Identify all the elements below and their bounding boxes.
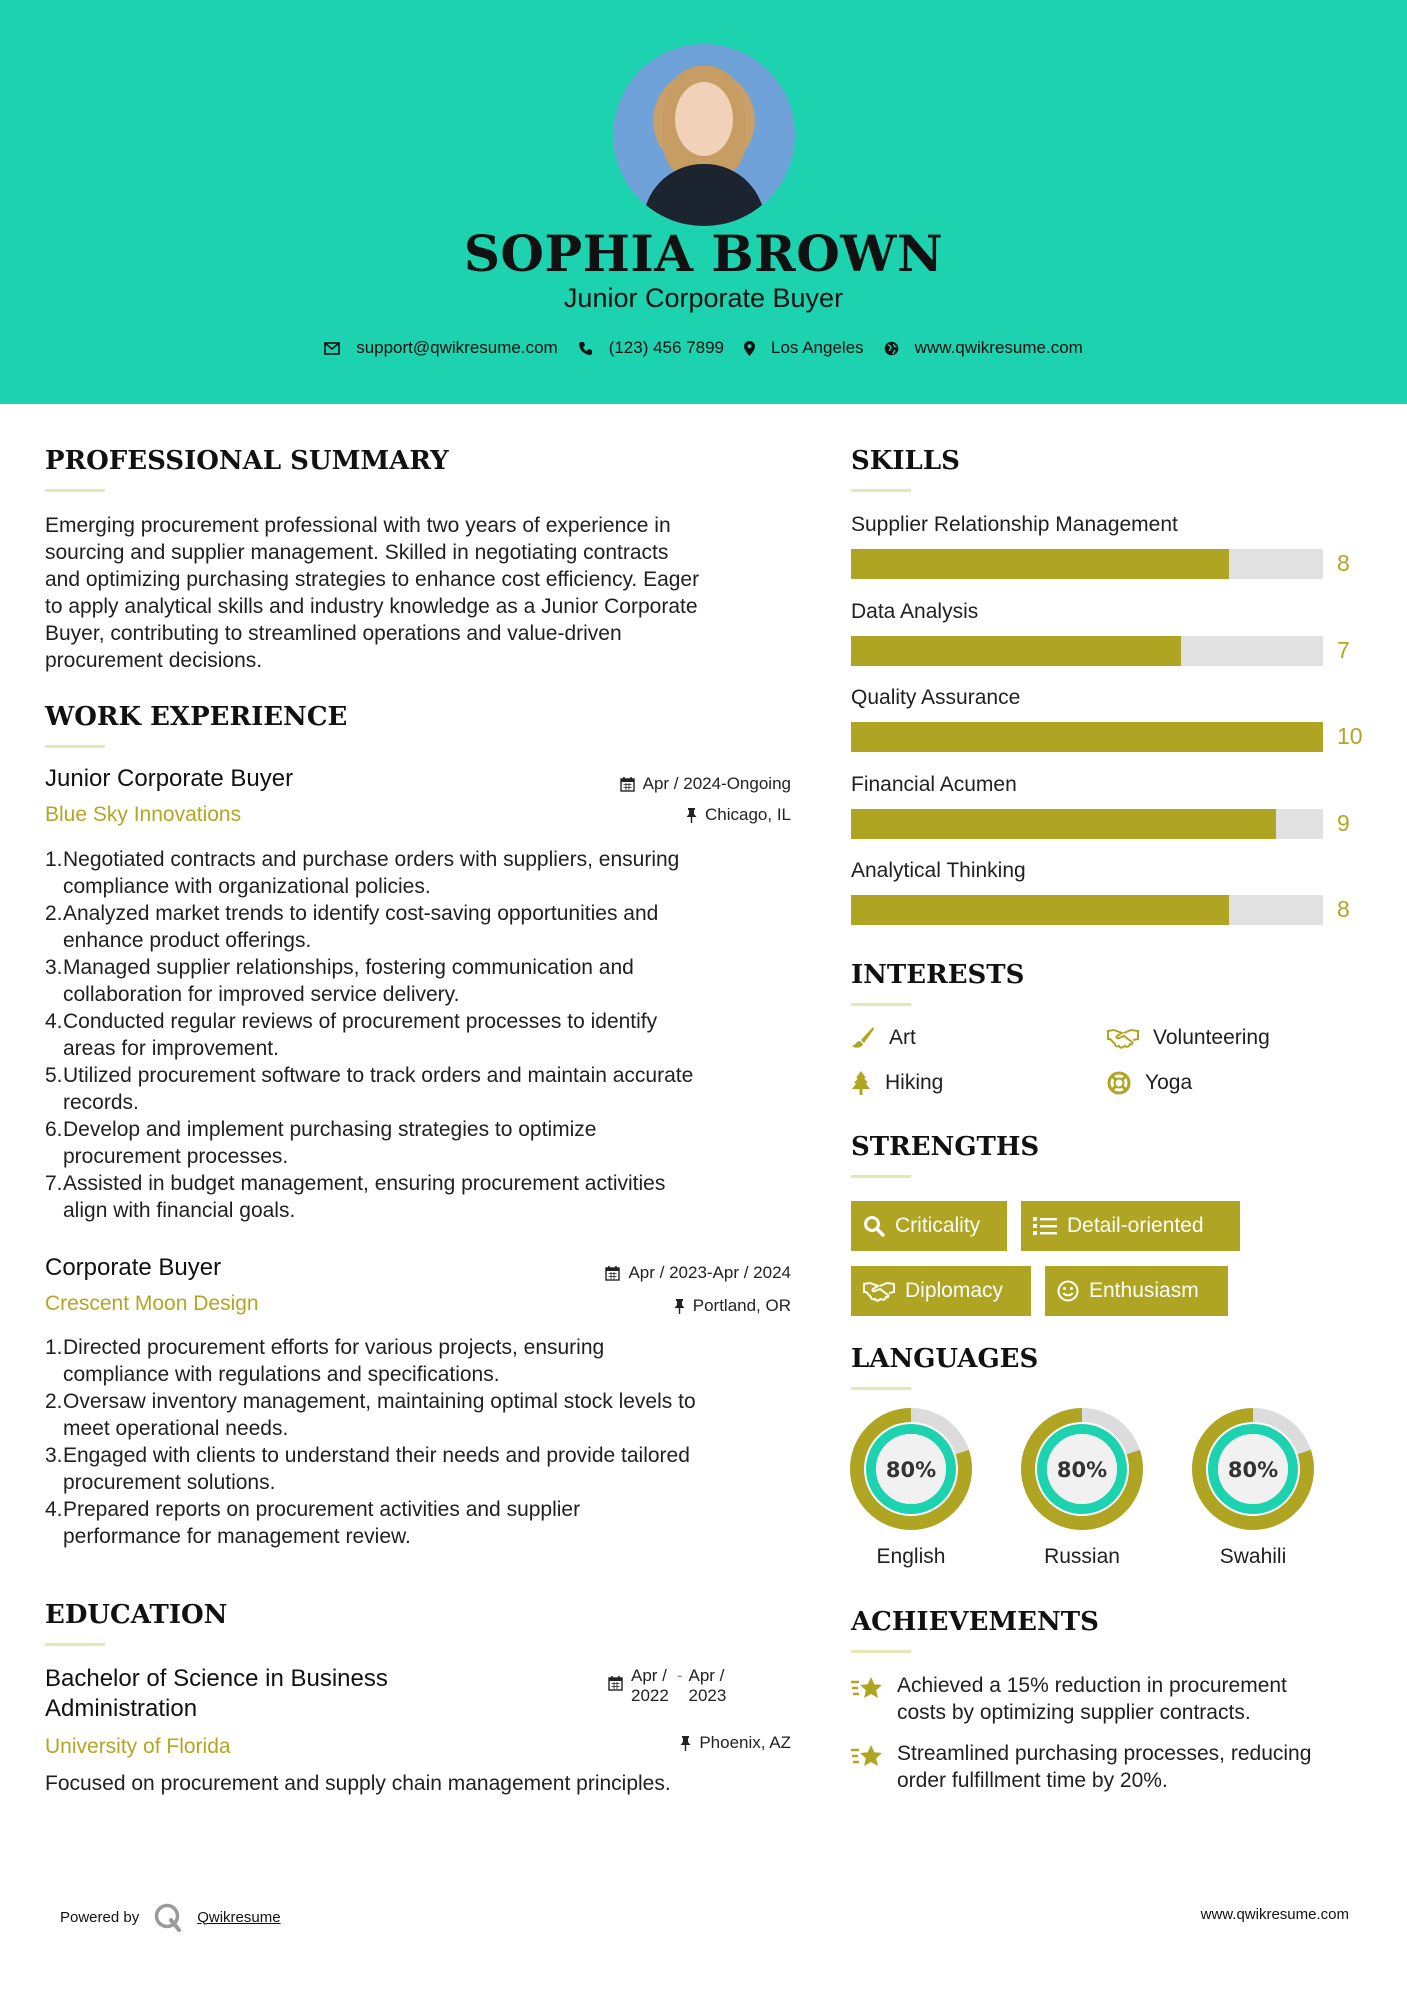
bullet-line: align with financial goals. xyxy=(63,1199,296,1222)
skill-score: 8 xyxy=(1337,896,1350,922)
bullet-line: procurement processes. xyxy=(63,1145,289,1168)
contact-website[interactable] xyxy=(884,338,1083,358)
strengths-title: STRENGTHS xyxy=(851,1132,1040,1162)
skill-bar-track xyxy=(851,895,1323,925)
bullet-line: Managed supplier relationships, fostering communication and xyxy=(63,956,634,979)
summary-line: to apply analytical skills and industry knowledge as a Junior Corporate xyxy=(45,595,698,618)
resume-header xyxy=(0,0,1407,404)
footer-powered-by xyxy=(60,1902,281,1932)
education-description: Focused on procurement and supply chain management principles. xyxy=(45,1772,671,1795)
achievements-title: ACHIEVEMENTS xyxy=(851,1607,1099,1637)
job-bullets xyxy=(45,1334,815,1550)
profile-photo xyxy=(613,44,795,226)
strength-tag-detail-oriented xyxy=(1021,1201,1240,1251)
job-dates-text: Apr / 2024-Ongoing xyxy=(642,774,791,793)
map-pin-icon xyxy=(744,341,755,356)
strength-label: Diplomacy xyxy=(905,1279,1004,1302)
education-dates xyxy=(608,1666,726,1706)
lifering-icon xyxy=(1107,1071,1131,1095)
education-degree xyxy=(45,1664,388,1724)
powered-by-text: Powered by xyxy=(60,1908,140,1926)
achievements-underline xyxy=(851,1650,911,1653)
contact-phone[interactable] xyxy=(578,338,724,358)
skill-bar-track xyxy=(851,809,1323,839)
candidate-role: Junior Corporate Buyer xyxy=(563,283,844,313)
list-icon xyxy=(1033,1216,1057,1236)
language-percent: 80% xyxy=(1056,1458,1108,1482)
interest-item-yoga xyxy=(1107,1071,1192,1095)
calendar-icon xyxy=(608,1676,623,1691)
envelope-icon xyxy=(324,342,340,355)
contact-bar xyxy=(0,338,1407,358)
list-item: 7. Assisted in budget management, ensuring procurement activities align with financial goals. xyxy=(63,1170,815,1224)
interest-item-art xyxy=(851,1026,916,1050)
education-underline xyxy=(45,1643,105,1646)
list-item: 5. Utilized procurement software to track orders and maintain accurate records. xyxy=(63,1062,815,1116)
achievement-text xyxy=(897,1740,1311,1794)
degree-line: Administration xyxy=(45,1695,198,1722)
summary-underline xyxy=(45,489,105,492)
bullet-line: performance for management review. xyxy=(63,1525,411,1548)
achievement-line: costs by optimizing supplier contracts. xyxy=(897,1701,1251,1724)
pushpin-icon xyxy=(674,1299,685,1314)
search-icon xyxy=(863,1215,885,1237)
bullet-line: Prepared reports on procurement activities and supplier xyxy=(63,1498,581,1521)
language-name: Swahili xyxy=(1219,1545,1287,1568)
achievement-line: Streamlined purchasing processes, reducing xyxy=(897,1742,1312,1765)
strength-label: Enthusiasm xyxy=(1089,1279,1199,1302)
language-name: Russian xyxy=(1044,1545,1120,1568)
list-item: 4. Conducted regular reviews of procurement processes to identify areas for improvement. xyxy=(63,1008,815,1062)
interest-item-volunteering xyxy=(1107,1026,1270,1050)
bullet-line: records. xyxy=(63,1091,139,1114)
list-item: 2. Analyzed market trends to identify cost-saving opportunities and enhance product offerings. xyxy=(63,900,815,954)
list-item: 2. Oversaw inventory management, maintaining optimal stock levels to meet operational needs. xyxy=(63,1388,815,1442)
job-location-text: Portland, OR xyxy=(692,1296,791,1315)
job-location-text: Chicago, IL xyxy=(705,805,791,824)
job-company: Crescent Moon Design xyxy=(45,1292,259,1315)
education-location xyxy=(680,1733,791,1753)
skill-label: Supplier Relationship Management xyxy=(851,513,1178,536)
footer-url[interactable]: www.qwikresume.com xyxy=(1200,1906,1349,1923)
language-name: English xyxy=(876,1545,946,1568)
star-ribbon-icon xyxy=(851,1744,883,1770)
list-item: 1. Negotiated contracts and purchase orders with suppliers, ensuring compliance with organizational policies. xyxy=(63,846,815,900)
summary-line: procurement decisions. xyxy=(45,649,263,672)
summary-text xyxy=(45,512,805,674)
interest-label: Yoga xyxy=(1145,1071,1193,1094)
skills-underline xyxy=(851,489,911,492)
summary-line: Buyer, contributing to streamlined operations and value-driven xyxy=(45,622,622,645)
date-part: Apr / xyxy=(688,1666,725,1685)
skill-label: Financial Acumen xyxy=(851,772,1017,796)
skill-label: Data Analysis xyxy=(851,599,979,623)
strengths-underline xyxy=(851,1175,911,1178)
interest-label: Art xyxy=(889,1026,916,1049)
bullet-line: procurement solutions. xyxy=(63,1471,276,1494)
skill-bar-fill xyxy=(851,636,1181,666)
interests-title: INTERESTS xyxy=(851,960,1025,990)
pushpin-icon xyxy=(686,808,697,823)
languages-underline xyxy=(851,1387,911,1390)
bullet-line: Utilized procurement software to track orders and maintain accurate xyxy=(63,1064,694,1087)
candidate-name: SOPHIA BROWN xyxy=(463,224,944,283)
strength-tag-diplomacy xyxy=(851,1266,1031,1316)
degree-line: Bachelor of Science in Business xyxy=(45,1665,388,1692)
language-progress-ring xyxy=(1020,1407,1144,1531)
handshake-icon xyxy=(863,1280,895,1302)
skill-bar-fill xyxy=(851,549,1229,579)
job-location xyxy=(686,805,791,825)
skill-bar-fill xyxy=(851,895,1229,925)
achievement-text xyxy=(897,1672,1287,1726)
bullet-line: compliance with organizational policies. xyxy=(63,875,431,898)
location-text: Los Angeles xyxy=(771,338,864,357)
interest-item-hiking xyxy=(851,1071,943,1095)
job-dates xyxy=(605,1263,791,1283)
achievement-line: Achieved a 15% reduction in procurement xyxy=(897,1674,1287,1697)
language-percent: 80% xyxy=(885,1458,937,1482)
email-text: support@qwikresume.com xyxy=(356,338,558,357)
skill-score: 9 xyxy=(1337,809,1350,836)
date-part: 2022 xyxy=(631,1686,669,1705)
bullet-line: meet operational needs. xyxy=(63,1417,289,1440)
summary-title: PROFESSIONAL SUMMARY xyxy=(45,446,449,476)
bullet-line: Develop and implement purchasing strategies to optimize xyxy=(63,1118,597,1141)
tree-icon xyxy=(851,1071,871,1095)
job-dates xyxy=(620,774,791,794)
strength-tag-criticality xyxy=(851,1201,1007,1251)
skills-title: SKILLS xyxy=(851,446,960,476)
language-ring xyxy=(1020,1407,1144,1536)
summary-line: Emerging procurement professional with two years of experience in xyxy=(45,514,671,537)
skill-score: 10 xyxy=(1337,723,1363,749)
bullet-line: compliance with regulations and specifications. xyxy=(63,1363,500,1386)
language-ring xyxy=(849,1407,973,1536)
smile-icon xyxy=(1057,1280,1079,1302)
education-end xyxy=(689,1666,727,1706)
job-title: Junior Corporate Buyer xyxy=(45,765,294,792)
list-item: 6. Develop and implement purchasing strategies to optimize procurement processes. xyxy=(63,1116,815,1170)
achievement-line: order fulfillment time by 20%. xyxy=(897,1769,1168,1792)
job-dates-text: Apr / 2023-Apr / 2024 xyxy=(628,1263,791,1282)
language-progress-ring xyxy=(849,1407,973,1531)
list-item: 3. Engaged with clients to understand their needs and provide tailored procurement solutions. xyxy=(63,1442,815,1496)
work-underline xyxy=(45,745,105,748)
job-bullets xyxy=(45,846,815,1224)
paintbrush-icon xyxy=(851,1026,875,1050)
star-ribbon-icon xyxy=(851,1676,883,1702)
summary-line: and optimizing purchasing strategies to enhance cost efficiency. Eager xyxy=(45,568,700,591)
bullet-line: Oversaw inventory management, maintaining optimal stock levels to xyxy=(63,1390,696,1413)
bullet-line: areas for improvement. xyxy=(63,1037,279,1060)
job-location xyxy=(674,1296,791,1316)
education-school: University of Florida xyxy=(45,1735,231,1758)
bullet-line: collaboration for improved service delivery. xyxy=(63,983,460,1006)
handshake-icon xyxy=(1107,1027,1139,1049)
strength-tag-enthusiasm xyxy=(1045,1266,1228,1316)
job-title: Corporate Buyer xyxy=(45,1254,222,1281)
bullet-line: Analyzed market trends to identify cost-saving opportunities and xyxy=(63,902,659,925)
language-ring xyxy=(1191,1407,1315,1536)
list-item: 4. Prepared reports on procurement activities and supplier performance for management review. xyxy=(63,1496,815,1550)
skill-score: 7 xyxy=(1337,636,1350,663)
contact-email[interactable] xyxy=(324,338,558,358)
bullet-line: enhance product offerings. xyxy=(63,929,312,952)
bullet-line: Negotiated contracts and purchase orders with suppliers, ensuring xyxy=(63,848,680,871)
globe-icon xyxy=(884,341,899,356)
bullet-line: Conducted regular reviews of procurement processes to identify xyxy=(63,1010,658,1033)
work-title: WORK EXPERIENCE xyxy=(45,702,348,732)
website-text: www.qwikresume.com xyxy=(914,338,1083,357)
calendar-icon xyxy=(620,777,635,792)
languages-title: LANGUAGES xyxy=(851,1344,1039,1374)
achievement-item xyxy=(851,1672,1287,1726)
achievement-item xyxy=(851,1740,1311,1794)
phone-icon xyxy=(578,341,593,356)
pushpin-icon xyxy=(680,1736,691,1751)
skill-bar-track xyxy=(851,636,1323,666)
qwikresume-logo-icon xyxy=(153,1902,183,1932)
education-location-text: Phoenix, AZ xyxy=(699,1733,791,1752)
contact-location xyxy=(744,338,864,358)
list-item: 3. Managed supplier relationships, fostering communication and collaboration for improved service delivery. xyxy=(63,954,815,1008)
language-progress-ring xyxy=(1191,1407,1315,1531)
calendar-icon xyxy=(605,1266,620,1281)
date-separator: - xyxy=(676,1666,683,1685)
phone-text: (123) 456 7899 xyxy=(608,338,725,357)
education-title: EDUCATION xyxy=(45,1600,228,1630)
interests-underline xyxy=(851,1003,911,1006)
skill-label: Analytical Thinking xyxy=(851,859,1026,882)
brand-link[interactable]: Qwikresume xyxy=(197,1908,281,1926)
skill-bar-fill xyxy=(851,722,1323,752)
language-percent: 80% xyxy=(1227,1458,1279,1482)
date-part: 2023 xyxy=(688,1686,727,1705)
skill-score: 8 xyxy=(1337,550,1350,576)
skill-bar-fill xyxy=(851,809,1276,839)
skill-bar-track xyxy=(851,722,1323,752)
interest-label: Volunteering xyxy=(1153,1026,1270,1049)
strength-label: Detail-oriented xyxy=(1067,1214,1204,1237)
bullet-line: Directed procurement efforts for various projects, ensuring xyxy=(63,1336,605,1359)
summary-line: sourcing and supplier management. Skilled in negotiating contracts xyxy=(45,541,669,564)
skill-bar-track xyxy=(851,549,1323,579)
strength-label: Criticality xyxy=(895,1214,981,1237)
job-company: Blue Sky Innovations xyxy=(45,803,242,826)
bullet-line: Assisted in budget management, ensuring procurement activities xyxy=(63,1172,666,1195)
education-start xyxy=(631,1666,669,1706)
date-part: Apr / xyxy=(631,1666,667,1685)
skill-label: Quality Assurance xyxy=(851,686,1021,709)
interest-label: Hiking xyxy=(885,1071,944,1094)
list-item: 1. Directed procurement efforts for various projects, ensuring compliance with regulations and specifications. xyxy=(63,1334,815,1388)
bullet-line: Engaged with clients to understand their needs and provide tailored xyxy=(63,1444,690,1467)
